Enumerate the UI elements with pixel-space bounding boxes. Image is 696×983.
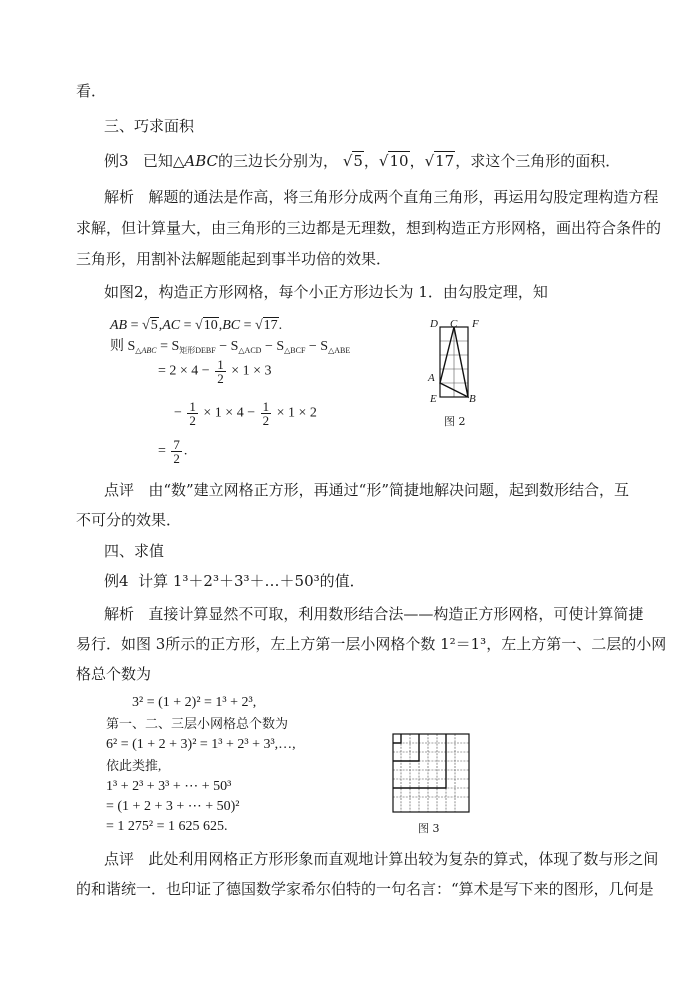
point-label: C (450, 318, 458, 330)
solution-line: 易行．如图 3所示的正方形，左上方第一层小网格个数 1²＝1³，左上方第一、二层的小网 (76, 635, 667, 653)
side-value: 10 (389, 152, 409, 170)
equation: − $\frac{1}{2}$ × 1 × 4 − $\frac{1}{2}$ × 1 × 2 (174, 399, 317, 428)
figure-3-grid (392, 733, 470, 813)
solution-line: 如图2，构造正方形网格，每个小正方形边长为 1．由勾股定理，知 (104, 283, 548, 301)
figure-caption: 图 3 (418, 822, 440, 835)
solution-line: 求解，但计算量大，由三角形的三边都是无理数，想到构造正方形网格，画出符合条件的 (76, 219, 662, 237)
comment-line: 点评 由“数”建立网格正方形，再通过“形”简捷地解决问题，起到数形结合，互 (104, 481, 630, 499)
point-label: F (472, 318, 479, 330)
comment-line: 的和谐统一．也印证了德国数学家希尔伯特的一句名言：“算术是写下来的图形，几何是 (76, 880, 654, 898)
comment-line: 不可分的效果． (76, 511, 182, 529)
example-text: 的三边长分别为， (218, 152, 339, 170)
text-line: 看． (76, 82, 107, 100)
point-label: E (430, 393, 437, 405)
example-text: ，求这个三角形的面积． (455, 152, 621, 170)
triangle-name: ABC (184, 152, 219, 170)
section-heading: 四、求值 (104, 542, 165, 560)
figure-caption: 图 2 (444, 415, 466, 428)
equation: = 1 275² = 1 625 625. (106, 819, 228, 834)
equation: 3² = (1 + 2)² = 1³ + 2³, (132, 695, 257, 710)
point-label: B (469, 393, 476, 405)
point-label: A (428, 372, 435, 384)
point-label: D (430, 318, 438, 330)
equation: AB = √5,AC = √10,BC = √17. (110, 318, 283, 333)
solution-line: 解析 直接计算显然不可取，利用数形结合法——构造正方形网格，可使计算简捷 (104, 605, 644, 623)
solution-line: 解析 解题的通法是作高，将三角形分成两个直角三角形，再运用勾股定理构造方程 (104, 188, 659, 206)
example-label: 例3 (104, 152, 129, 170)
equation: 1³ + 2³ + 3³ + ⋯ + 50³ (106, 779, 232, 794)
example-4: 例4 计算 1³＋2³＋3³＋…＋50³的值． (104, 572, 365, 590)
side-value: 17 (435, 152, 455, 170)
example-text: 已知△ (142, 152, 185, 170)
equation: 第一、二、三层小网格总个数为 (106, 716, 289, 731)
equation: 6² = (1 + 2 + 3)² = 1³ + 2³ + 3³,…, (106, 737, 296, 752)
solution-line: 三角形，用割补法解题能起到事半功倍的效果． (76, 250, 392, 268)
example-3: 例3 已知△ABC的三边长分别为， √5，√10，√17，求这个三角形的面积． (104, 152, 621, 170)
equation: = (1 + 2 + 3 + ⋯ + 50)² (106, 799, 240, 814)
equation: 依此类推, (106, 758, 162, 773)
equation: 则 $S_{\triangle ABC} = S_{矩形DEBF} - S_{\triangle ACD} - S_{\triangle BCF} - S_{\triangle ABE}$ (110, 339, 351, 355)
side-value: 5 (353, 152, 363, 170)
comment-line: 点评 此处利用网格正方形形象而直观地计算出较为复杂的算式，体现了数与形之间 (104, 850, 659, 868)
section-heading: 三、巧求面积 (104, 117, 195, 135)
equation: = $\frac{7}{2}$ . (158, 437, 188, 466)
solution-line: 格总个数为 (76, 665, 152, 683)
equation: = 2 × 4 − $\frac{1}{2}$ × 1 × 3 (158, 357, 272, 386)
